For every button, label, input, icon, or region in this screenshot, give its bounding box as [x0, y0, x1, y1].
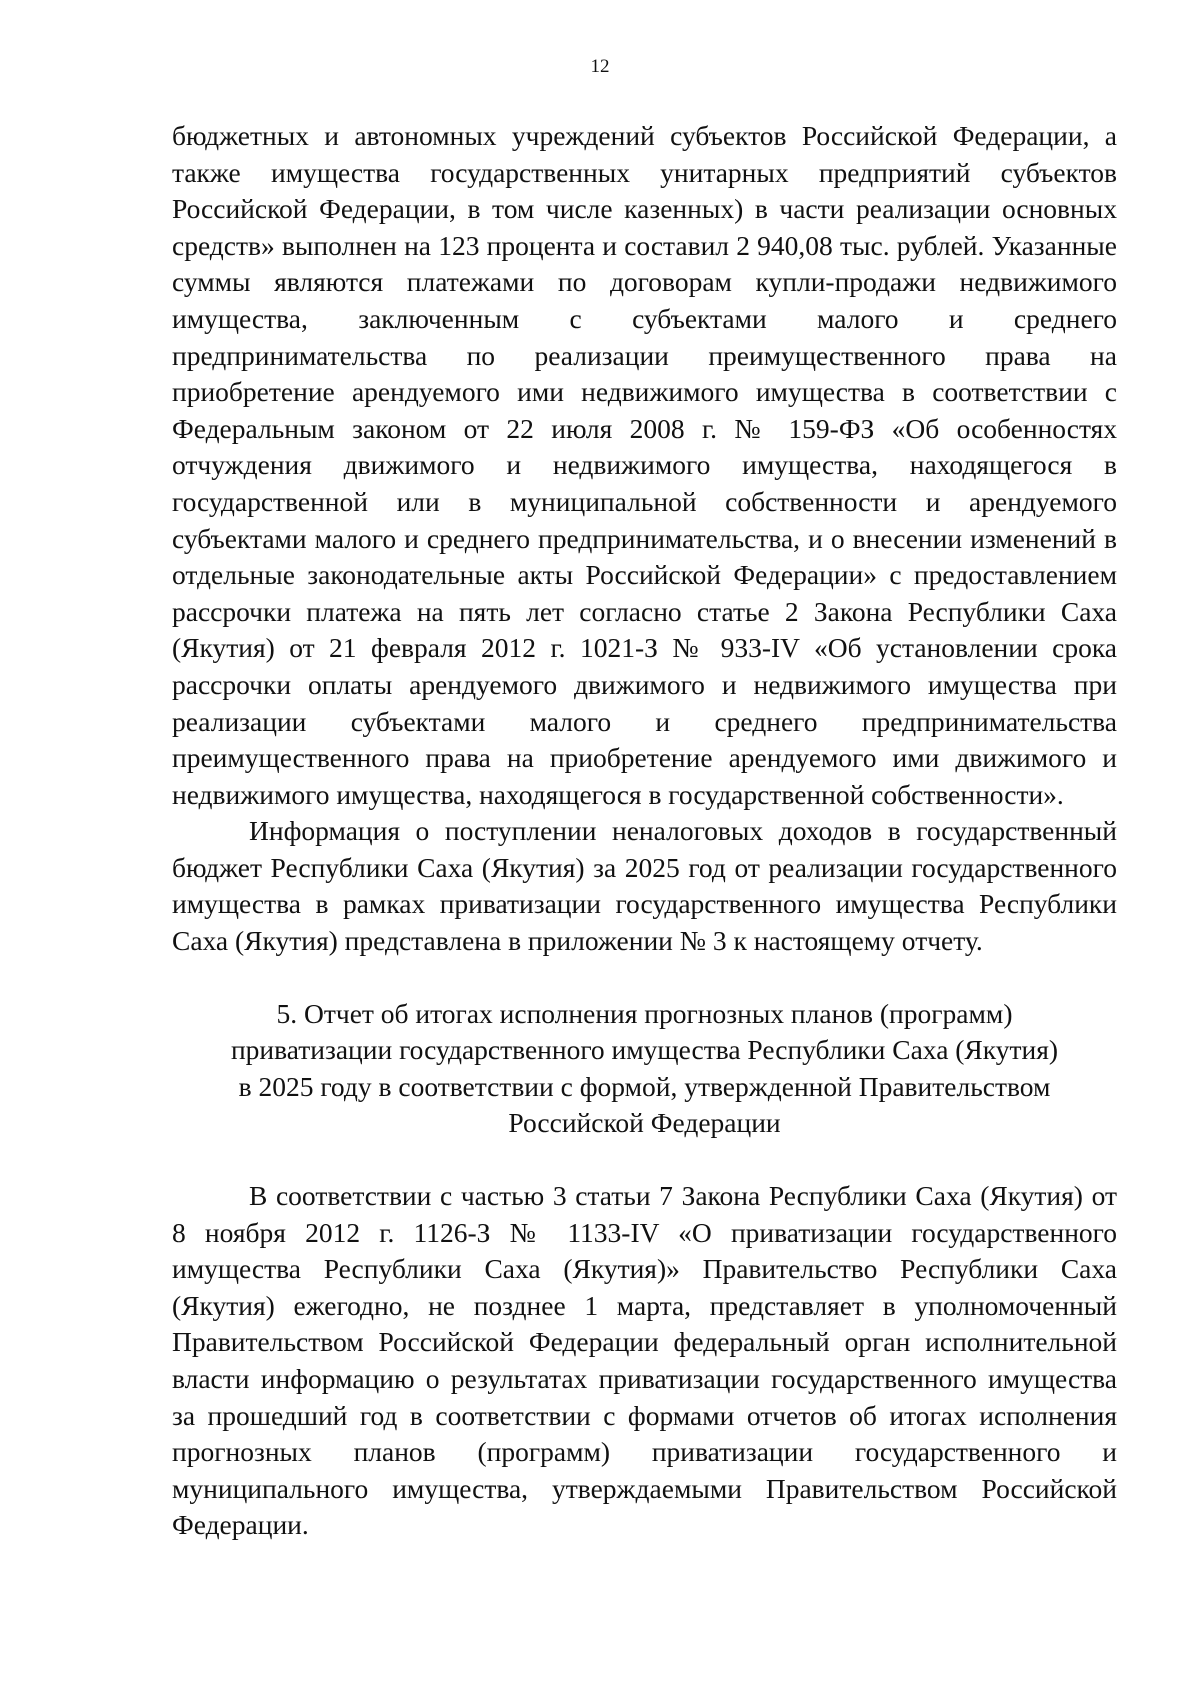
section-heading-line: приватизации государственного имущества Республики Саха (Якутия): [230, 1034, 1059, 1066]
paragraph-continuation: бюджетных и автономных учреждений субъектов Российской Федерации, а также имущества государственных унитарных предприятий субъектов Российской Федерации, в том числе казенных) в части реализации основных средств» выполнен на 123 процента и составил 2 940,08 тыс. рублей. Указанные суммы являются платежами по договорам купли-продажи недвижимого имущества, заключенным с субъектами малого и среднего предпринимательства по реализации преимущественного права на приобретение арендуемого ими недвижимого имущества в соответствии с Федеральным законом от 22 июля 2008 г. № 159-ФЗ «Об особенностях отчуждения движимого и недвижимого имущества, находящегося в государственной или в муниципальной собственности и арендуемого субъектами малого и среднего предпринимательства, и о внесении изменений в отдельные законодательные акты Российской Федерации» с предоставлением рассрочки платежа на пять лет согласно статье 2 Закона Республики Саха (Якутия) от 21 февраля 2012 г. 1021-З № 933-IV «Об установлении срока рассрочки оплаты арендуемого движимого и недвижимого имущества при реализации субъектами малого и среднего предпринимательства преимущественного права на приобретение арендуемого ими движимого и недвижимого имущества, находящегося в государственной собственности».: [172, 120, 1117, 810]
section-heading: [172, 996, 1117, 1142]
paragraph-revenue-info: Информация о поступлении неналоговых доходов в государственный бюджет Республики Саха (Якутия) за 2025 год от реализации государственного имущества в рамках приватизации государственного имущества Республики Саха (Якутия) представлена в приложении № 3 к настоящему отчету.: [172, 815, 1117, 957]
section-heading-line: в 2025 году в соответствии с формой, утвержденной Правительством: [238, 1070, 1051, 1102]
paragraph-privatization-law: В соответствии с частью 3 статьи 7 Закона Республики Саха (Якутия) от 8 ноября 2012 г. 1126-З № 1133-IV «О приватизации государственного имущества Республики Саха (Якутия)» Правительство Республики Саха (Якутия) ежегодно, не позднее 1 марта, представляет в уполномоченный Правительством Российской Федерации федеральный орган исполнительной власти информацию о результатах приватизации государственного имущества за прошедший год в соответствии с формами отчетов об итогах исполнения прогнозных планов (программ) приватизации государственного и муниципального имущества, утверждаемыми Правительством Российской Федерации.: [172, 1180, 1117, 1541]
page-number: 12: [590, 56, 610, 77]
section-heading-line: 5. Отчет об итогах исполнения прогнозных планов (программ): [276, 997, 1013, 1029]
section-heading-line: Российской Федерации: [508, 1107, 781, 1139]
document-body: [172, 118, 1117, 1544]
